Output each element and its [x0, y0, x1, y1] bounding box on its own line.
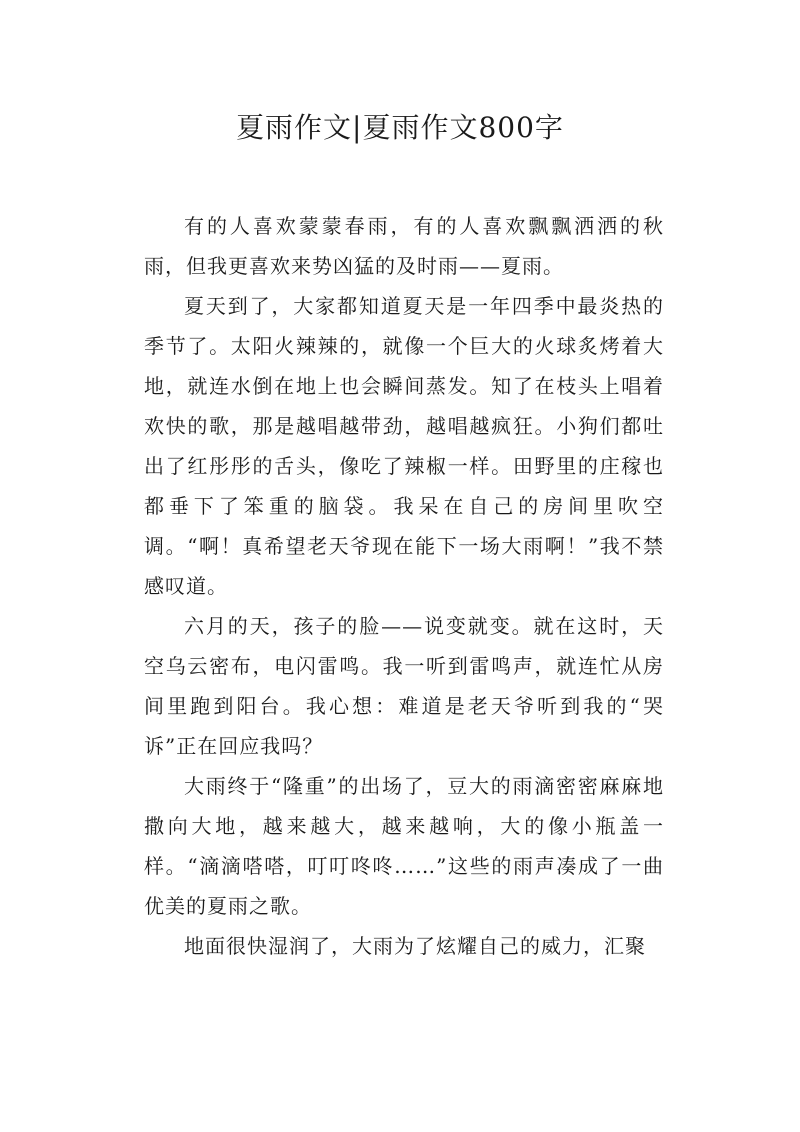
paragraph: 夏天到了，大家都知道夏天是一年四季中最炎热的季节了。太阳火辣辣的，就像一个巨大的火球炙烤着大地，就连水倒在地上也会瞬间蒸发。知了在枝头上唱着欢快的歌，那是越唱越带劲，越唱越疯狂。小狗们都吐出了红彤彤的舌头，像吃了辣椒一样。田野里的庄稼也都垂下了笨重的脑袋。我呆在自己的房间里吹空调。“啊！真希望老天爷现在能下一场大雨啊！”我不禁感叹道。: [144, 294, 664, 598]
paragraph: 六月的天，孩子的脸——说变就变。就在这时，天空乌云密布，电闪雷鸣。我一听到雷鸣声，就连忙从房间里跑到阳台。我心想：难道是老天爷听到我的“哭诉”正在回应我吗？: [144, 614, 664, 758]
paragraph: 有的人喜欢蒙蒙春雨，有的人喜欢飘飘洒洒的秋雨，但我更喜欢来势凶猛的及时雨——夏雨。: [144, 214, 664, 278]
paragraph: 地面很快湿润了，大雨为了炫耀自己的威力，汇聚: [184, 934, 646, 958]
page-title: 夏雨作文|夏雨作文800字: [236, 111, 564, 144]
paragraph: 大雨终于“隆重”的出场了，豆大的雨滴密密麻麻地撒向大地，越来越大，越来越响，大的像小瓶盖一样。“滴滴嗒嗒，叮叮咚咚……”这些的雨声凑成了一曲优美的夏雨之歌。: [144, 774, 664, 918]
document-body: [144, 206, 664, 966]
